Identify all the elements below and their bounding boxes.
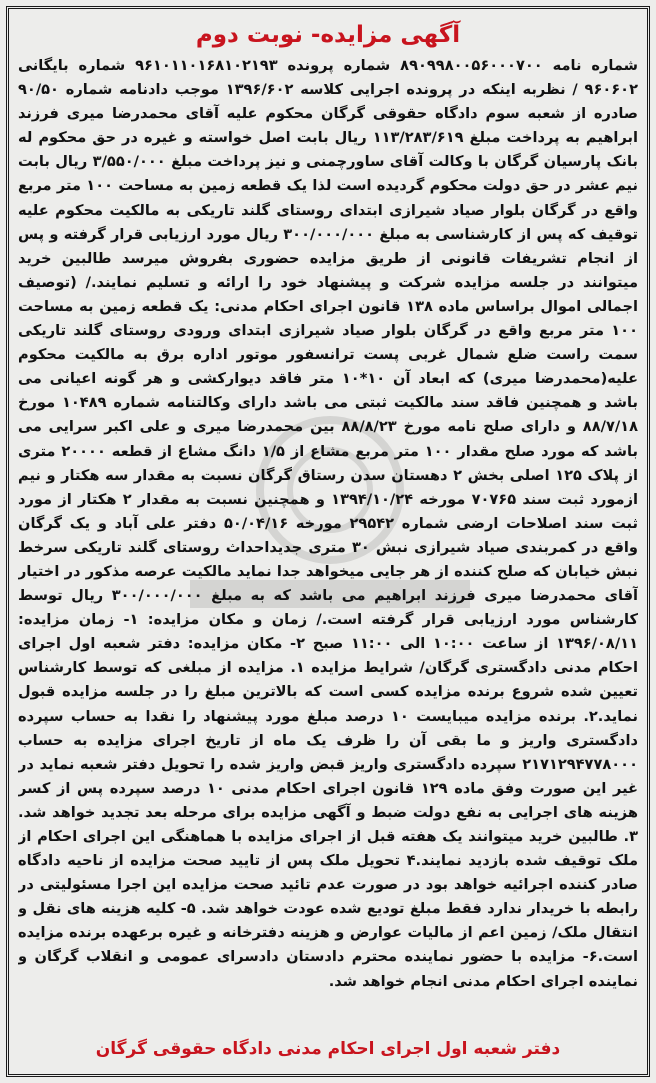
notice-title: آگهی مزایده- نوبت دوم xyxy=(195,22,461,48)
notice-body-text: شماره نامه ۸۹۰۹۹۸۰۰۵۶۰۰۰۷۰۰ شماره پرونده ۹۶۱۰۱۱۰۱۶۸۱۰۲۱۹۳ شماره بایگانی ۹۶۰۶۰۲ / نظربه اینکه در پرونده اجرایی کلاسه ۱۳۹۶/۶۰۲ موجب دادنامه شماره ۹۰/۵۰ صادره از شعبه سوم دادگاه حقوقی گرگان محکوم علیه آقای محمدرضا میری فرزند ابراهیم به پرداخت مبلغ ۱۱۳/۲۸۳/۶۱۹ ریال بابت اصل خواسته و غیره در حق محکوم له بانک پارسیان گرگان با وکالت آقای ساورچمنی و نیز پرداخت مبلغ ۳/۵۵۰/۰۰۰ ریال بابت نیم عشر در حق دولت محکوم گردیده است لذا یک قطعه زمین به مساحت ۱۰۰ متر مربع واقع در گرگان بلوار صیاد شیرازی ابتدای روستای گلند تاریکی به مالکیت محکوم علیه توقیف که پس از کارشناسی به مبلغ ۳۰۰/۰۰۰/۰۰۰ ریال مورد ارزیابی قرار گرفته و پس از انجام تشریفات قانونی از طریق مزایده حضوری بفروش میرسد طالبین خرید میتوانند در جلسه مزایده شرکت و پیشنهاد خود را ارائه و تسلیم نمایند./ (توصیف اجمالی اموال براساس ماده ۱۳۸ قانون اجرای احکام مدنی: یک قطعه زمین به مساحت ۱۰۰ متر مربع واقع در گرگان بلوار صیاد شیرازی ابتدای ورودی روستای گلند تاریکی سمت راست ضلع شمال غربی پست ترانسفور موتور اداره برق به مالکیت محکوم علیه(محمدرضا میری) که ابعاد آن ۱۰*۱۰ متر فاقد دیوارکشی و هر گونه اعیانی می باشد و همچنین فاقد سند مالکیت ثبتی می باشد دارای وکالتنامه شماره ۱۰۴۸۹ مورخ ۸۸/۷/۱۸ و دارای صلح نامه مورخ ۸۸/۸/۲۳ بین محمدرضا میری و علی اکبر سرایی می باشد که مورد صلح مقدار ۱۰۰ متر مربع مشاع از ۱/۵ دانگ مشاع از قطعه ۲۰۰۰۰ متری از پلاک ۱۲۵ اصلی بخش ۲ دهستان سدن رستاق گرگان نسبت به مقدار سه هکتار و نیم ازمورد ثبت سند ۷۰۷۶۵ مورخه ۱۳۹۴/۱۰/۲۴ و همچنین نسبت به مقدار ۲ هکتار از مورد ثبت سند اصلاحات ارضی شماره ۲۹۵۴۲ مورخه ۵۰/۰۴/۱۶ دفتر علی آباد و یک گرگان واقع در کمربندی صیاد شیرازی نبش ۳۰ متری جدیداحداث روستای گلند تاریکی سرخط نبش خیابان که صلح کننده از هر جایی میخواهد جدا نماید مالکیت عرصه مذکور در اختیار آقای محمدرضا میری فرزند ابراهیم می باشد که به مبلغ ۳۰۰/۰۰۰/۰۰۰ ریال توسط کارشناس مورد ارزیابی قرار گرفته است./ زمان و مکان مزایده: ۱- زمان مزایده: ۱۳۹۶/۰۸/۱۱ از ساعت ۱۰:۰۰ الی ۱۱:۰۰ صبح ۲- مکان مزایده: دفتر شعبه اول اجرای احکام مدنی دادگستری گرگان/ شرایط مزایده ۱. مزایده از مبلغی که توسط کارشناس تعیین شده شروع برنده مزایده کسی است که بالاترین مبلغ را در جلسه مزایده قبول نماید.۲. برنده مزایده میبایست ۱۰ درصد مبلغ مورد پیشنهاد را نقدا به حساب سپرده دادگستری واریز و ما بقی آن را ظرف یک ماه از تاریخ اجرای مزایده به حساب ۲۱۷۱۲۹۴۷۷۸۰۰۰ سپرده دادگستری واریز قبض واریز شده را تحویل دفتر شعبه نماید در غیر این صورت وفق ماده ۱۲۹ قانون اجرای احکام مدنی ۱۰ درصد سپرده پس از کسر هزینه های اجرایی به نفع دولت ضبط و آگهی مزایده برای مرحله بعد تجدید خواهد شد. ۳. طالبین خرید میتوانند یک هفته قبل از اجرای مزایده با هماهنگی این اجرای احکام از ملک توقیف شده بازدید نمایند.۴ تحویل ملک پس از تایید صحت مزایده از ناحیه دادگاه صادر کننده اجرائیه خواهد بود در صورت عدم تائید صحت مزایده این اجرا مسئولیتی در رابطه با خریدار ندارد فقط مبلغ تودیع شده عودت خواهد شد. ۵- کلیه هزینه های نقل و انتقال ملک/ زمین اعم از مالیات عوارض و هزینه دفترخانه و غیره برعهده برنده مزایده است.۶- مزایده با حضور نماینده محترم دادستان دادسرای عمومی و انقلاب گرگان و نماینده اجرای احکام مدنی انجام خواهد شد. xyxy=(18,57,638,990)
notice-footer-signature: دفتر شعبه اول اجرای احکام مدنی دادگاه حقوقی گرگان xyxy=(95,1039,561,1059)
